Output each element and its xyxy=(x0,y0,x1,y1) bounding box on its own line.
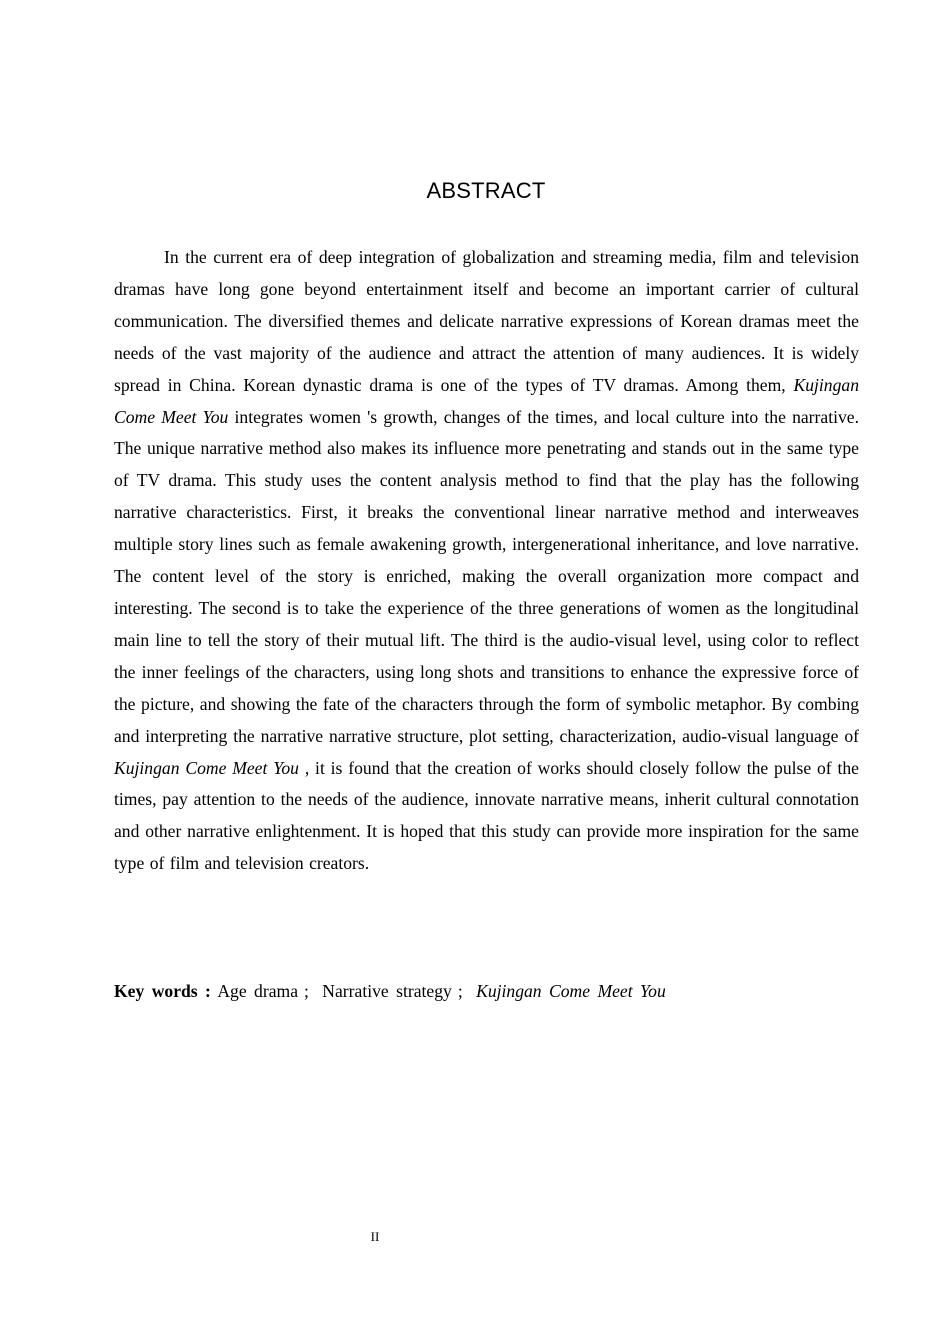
drama-title-italic-2: Kujingan Come Meet You xyxy=(114,757,299,778)
abstract-title: ABSTRACT xyxy=(426,178,546,203)
keyword-separator-2: ; xyxy=(457,981,463,1001)
abstract-text-part-1: In the current era of deep integration of globalization and streaming media, film and television dramas have long gone beyond entertainment itself and become an important carrier of cultural communication. The diversified themes and delicate narrative expressions of Korean dramas meet the needs of the vast majority of the audience and attract the attention of many audiences. It is widely spread in China. Korean dynastic drama is one of the types of TV dramas. Among them, xyxy=(114,247,859,395)
abstract-text-part-2: integrates women 's growth, changes of the times, and local culture into the narrative. The unique narrative method also makes its influence more penetrating and stands out in the same type of TV drama. This study uses the content analysis method to find that the play has the following narrative characteristics. First, it breaks the conventional linear narrative method and interweaves multiple story lines such as female awakening growth, intergenerational inheritance, and love narrative. The content level of the story is enriched, making the overall organization more compact and interesting. The second is to take the experience of the three generations of women as the longitudinal main line to tell the story of their mutual lift. The third is the audio-visual level, using color to reflect the inner feelings of the characters, using long shots and transitions to enhance the expressive force of the picture, and showing the fate of the characters through the form of symbolic metaphor. By combing and interpreting the narrative narrative structure, plot setting, characterization, audio-visual language of xyxy=(114,406,859,746)
keyword-item-2: Narrative strategy xyxy=(322,981,452,1001)
abstract-body xyxy=(114,242,859,880)
keywords-label: Key words : xyxy=(114,981,211,1001)
drama-title-italic-1: Kujingan Come Meet You xyxy=(114,374,859,427)
abstract-text-part-3: , it is found that the creation of works should closely follow the pulse of the times, pay attention to the needs of the audience, innovate narrative means, inherit cultural connotation and other narrative enlightenment. It is hoped that this study can provide more inspiration for the same type of film and television creators. xyxy=(114,757,859,874)
keyword-item-1: Age drama xyxy=(217,981,298,1001)
page-number: II xyxy=(370,1229,380,1244)
keywords-line xyxy=(114,976,859,1008)
keyword-item-3: Kujingan Come Meet You xyxy=(476,981,666,1001)
keyword-separator-1: ; xyxy=(304,981,309,1001)
